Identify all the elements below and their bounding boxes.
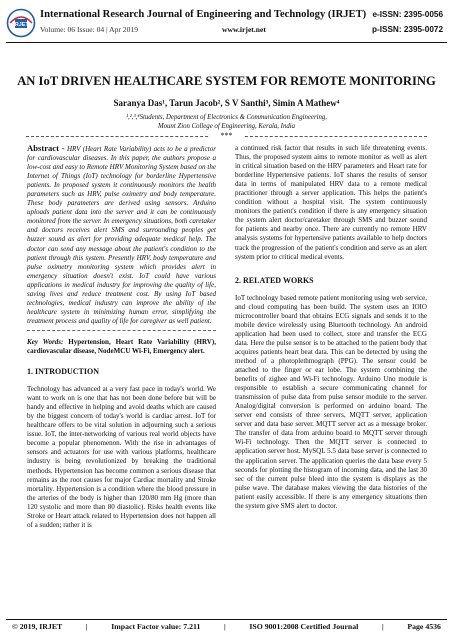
- introduction-continued-text: a continued risk factor that results in such life threatening events. Thus, the proposed system aims to remote monitor as well as alert in critical situation based on the HRV parameters and Heart rate for borderline Hypertensive patients. IoT shares the results of sensor data in terms of manipulated HRV data to a remote medical practitioner through a server application. This helps the patient's condition without a hospital visit. The system continuously monitors the patient's condition if there is any emergency situation the system alert doctor/caretaker through SMS and buzzer sound for patients and nearby once. There are currently no remote HRV analysis systems for hypertensive patients available to help doctors track the progression of the patient's condition and serve as an alert system prior to critical medical events.: [235, 144, 427, 261]
- section-heading-related-works: 2. RELATED WORKS: [235, 275, 314, 285]
- abstract: [27, 144, 216, 326]
- abstract-rule: [27, 330, 216, 331]
- paper-authors: Saranya Das¹, Tarun Jacob², S V Santhi³, Simin A Mathew⁴: [113, 98, 340, 108]
- keywords-label: Key Words:: [27, 337, 64, 346]
- affiliation-line-1: ¹,²,³,⁴Students, Department of Electronics & Communication Engineering,: [126, 114, 327, 121]
- journal-header: [6, 8, 447, 44]
- volume-issue: Volume: 06 Issue: 04 | Apr 2019: [40, 25, 138, 34]
- footer-divider: |: [85, 622, 88, 631]
- p-issn: p-ISSN: 2395-0072: [372, 25, 443, 34]
- section-heading-introduction: 1. INTRODUCTION: [27, 367, 100, 377]
- footer-iso: ISO 9001:2008 Certified Journal: [249, 622, 359, 631]
- related-works-text: IoT technology based remote patient monitoring using web service, and cloud computing has been build. The system uses an IOIO microcontroller board that obtains ECG signals and sends it to the mobile device wirelessly using Bluetooth technology. An android application had been used to collect, store and transfer the ECG data. Here the pulse sensor is to be attached to the patient body that acquires patients heart beat data. This can be detected by using the method of a photoplethmograph (PPG). The sensor could be attached to the finger or ear lobe. The system combining the benefits of zighee and Wi-Fi technology. Arduino Uno module is responsible to establish a secure communicating channel for transmission of pulse data from pulse sensor module to the server. Analog/digital conversion is performed on arduino board. The server end consists of three servers, MQTT server, application server and data base server. MQTT server act as a message broker. The transfer of data from arduino board to MQTT server through Wi-Fi technology. Then the MQTT server is connected to application server host. MySQL 5.5 data base server is connected to the application server. The application queries the data base every 5 seconds for plotting the histogram of incoming data, and the last 30 sec of the current pulse bleed into the system is displays as the pulse wave. The database makes viewing the data histories of the patient easily accessible. If there is any emergency situations then the system give SMS alert to doctor.: [235, 293, 427, 510]
- footer-impact-factor: Impact Factor value: 7.211: [111, 622, 201, 631]
- right-column: [235, 144, 427, 511]
- footer-copyright: © 2019, IRJET: [12, 622, 63, 631]
- header-rule: [6, 42, 447, 43]
- keywords: [27, 338, 216, 356]
- logo-text: IRJET: [13, 22, 29, 29]
- introduction-text: Technology has advanced at a very fast pace in today's world. We want to work on is one that has not been done before but will be handy and effective in helping and avoid deaths which are caused by the biggest concern of today's world is cardiac arrest. IoT for healthcare offers to be vital solution in adjourning such a serious issue. IoT, the inter-networking of various real world objects have become a popular phenomenon. With the rise in advantages of sensors and actuators for use with various platforms, healthcare industry is being revolutionized by breaking the traditional methods. Hypertension has become common a serious disease that remains as the root causes for major Cardiac mortality and Stroke mortality. Hypertension is a condition where the blood pressure in the arteries of the body is higher than 120/80 mm Hg (more than 120 systolic and more than 80 diastolic). Risks health events like Stroke or Heart attack related to Hypertension does not happen all of a sudden; rather it is: [27, 385, 216, 529]
- footer-divider: |: [224, 622, 226, 631]
- paper-title: AN IoT DRIVEN HEALTHCARE SYSTEM FOR REMOTE MONITORING: [17, 74, 436, 88]
- page-footer: [6, 622, 447, 631]
- affiliation-line-2: Mount Zion College of Engineering, Kerala, India: [157, 123, 296, 130]
- keywords-text: Hypertension, Heart Rate Variability (HRV), cardiovascular disease, NodeMCU Wi-Fi, Emergency alert.: [27, 337, 216, 355]
- journal-website-link[interactable]: www.irjet.net: [222, 25, 266, 34]
- footer-page-number: Page 4536: [407, 622, 441, 631]
- separator-mark: ***: [210, 131, 243, 140]
- footer-rule: [6, 619, 447, 620]
- e-issn: e-ISSN: 2395-0056: [372, 10, 443, 19]
- left-column: [27, 144, 216, 530]
- abstract-text: HRV (Heart Rate Variability) acts to be a predictor for cardiovascular diseases. In this paper, the authors propose a low-cost and easy to Remote HRV Monitoring System based on the Internet of Things (IoT) technology for borderline Hypertensive patients. In proposed system it continuously monitors the health parameters such as HRV, pulse oximetry and body temperature. These body parameters are derived using sensors. Arduino uploads patient data into the server and it can be continuously monitored from the server. In emergency situations, both caretaker and doctors receives alert SMS and surrounding peoples get buzzer sound as alert for providing adequate medical help. The doctor can send any message about the patient's condition to the patient through this system. Presently HRV, body temperature and pulse oximetry monitoring system which provides alert in emergency situation doesn't exist. IoT could have various applications in medical industry for improving the quality of life, saving lives and reduce treatment cost. By using IoT based technologies, medical industry can improve the ability of the healthcare system in minimizing human error, simplifying the treatment process and quality of life for caregiver as well patient.: [27, 145, 216, 325]
- irjet-logo-icon: [6, 8, 36, 38]
- abstract-label: Abstract -: [27, 143, 65, 153]
- journal-title: International Research Journal of Engineering and Technology (IRJET): [40, 9, 367, 20]
- footer-divider: |: [381, 622, 384, 631]
